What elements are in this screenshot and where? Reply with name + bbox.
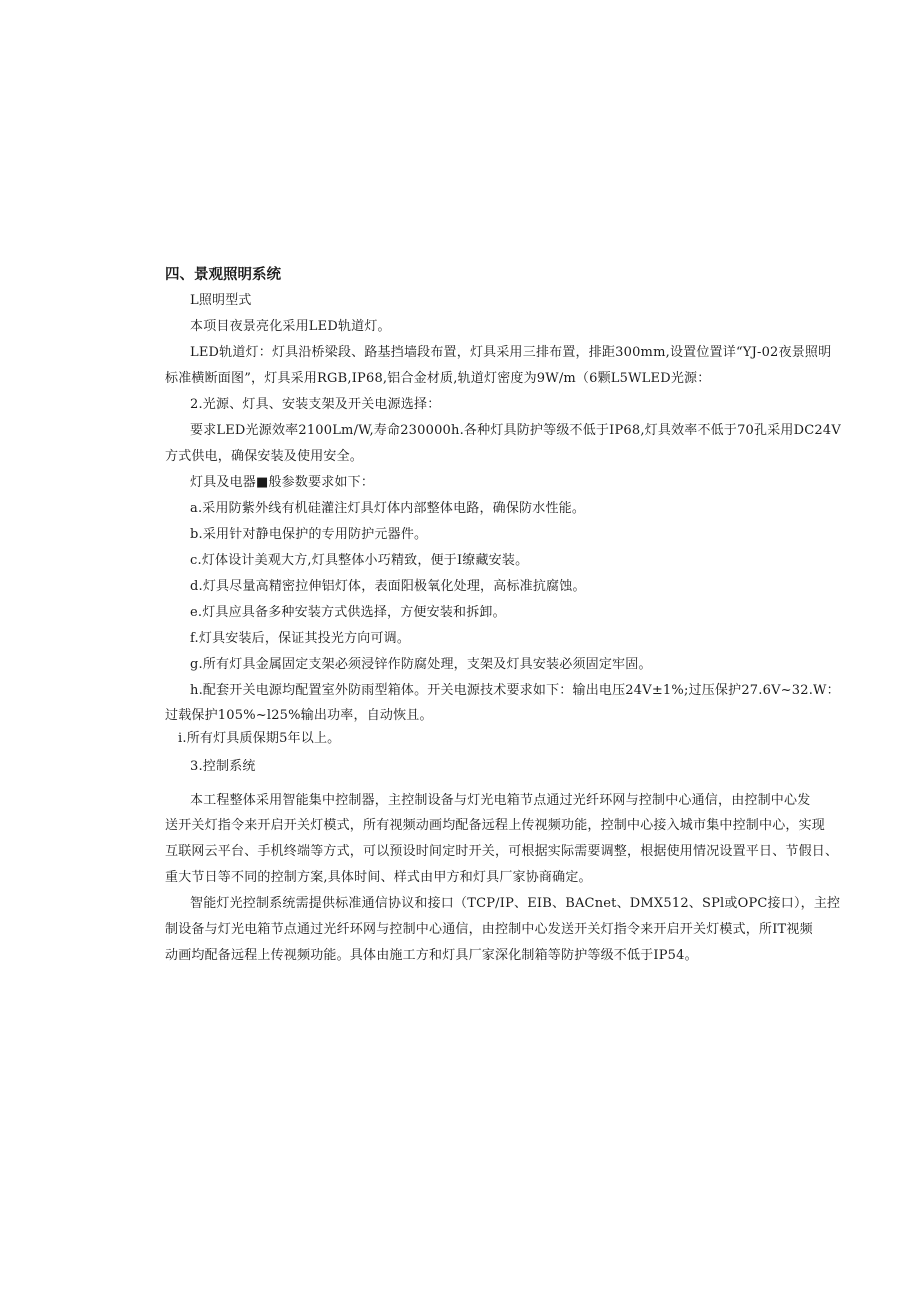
list-item: e.灯具应具备多种安装方式供选择，方便安装和拆卸。: [190, 605, 506, 620]
list-item: g.所有灯具金属固定支架必须浸锌作防腐处理，支架及灯具安装必须固定牢固。: [190, 657, 652, 672]
paragraph-line: 要求LED光源效率2100Lm/W,寿命230000h.各种灯具防护等级不低于IP68,灯具效率不低于70孔采用DC24V: [190, 423, 841, 438]
paragraph-line: 标准横断面图”，灯具采用RGB,IP68,铝合金材质,轨道灯密度为9W/m（6颗L5WLED光源：: [165, 371, 711, 386]
list-item: f.灯具安装后，保证其投光方向可调。: [190, 631, 411, 646]
list-item: c.灯体设计美观大方,灯具整体小巧精致，便于I缭藏安装。: [190, 553, 529, 568]
paragraph-line: LED轨道灯：灯具沿桥梁段、路基挡墙段布置，灯具采用三排布置，排距300mm,设置位置详“YJ-02夜景照明: [190, 345, 832, 360]
list-item: b.采用针对静电保护的专用防护元器件。: [190, 527, 428, 542]
paragraph-line: 本工程整体采用智能集中控制器，主控制设备与灯光电箱节点通过光纤环网与控制中心通信，由控制中心发: [190, 793, 811, 808]
paragraph-line: 2.光源、灯具、安装支架及开关电源选择：: [190, 397, 441, 412]
paragraph-line: 重大节日等不同的控制方案,具体时间、样式由甲方和灯具厂家协商确定。: [165, 870, 592, 885]
paragraph-line: 互联网云平台、手机终端等方式，可以预设时间定时开关，可根据实际需要调整，根据使用情况设置平日、节假日、: [165, 844, 839, 859]
paragraph-line: 灯具及电器■般参数要求如下：: [190, 475, 375, 490]
list-item: i.所有灯具质保期5年以上。: [178, 731, 341, 746]
paragraph-line: 送开关灯指令来开启开关灯模式，所有视频动画均配备远程上传视频功能，控制中心接入城市集中控制中心，实现: [165, 818, 826, 833]
list-item: d.灯具尽量高精密拉伸铝灯体，表面阳极氧化处理，高标准抗腐蚀。: [190, 579, 586, 594]
paragraph-line: 本项目夜景亮化采用LED轨道灯。: [190, 319, 391, 334]
list-item: a.采用防紫外线有机硅灌注灯具灯体内部整体电路，确保防水性能。: [190, 501, 586, 516]
paragraph-line: 制设备与灯光电箱节点通过光纤环网与控制中心通信，由控制中心发送开关灯指令来开启开关灯模式，所IT视频: [165, 922, 813, 937]
paragraph-line: L照明型式: [190, 293, 252, 308]
subsection-heading: 3.控制系统: [190, 759, 256, 774]
list-item: 过载保护105%~l25%输出功率，自动恢且。: [165, 708, 433, 723]
list-item: h.配套开关电源均配置室外防雨型箱体。开关电源技术要求如下：输出电压24V±1%;过压保护27.6V~32.W：: [190, 683, 840, 698]
paragraph-line: 智能灯光控制系统需提供标准通信协议和接口（TCP/IP、EIB、BACnet、DMX512、SPl或OPC接口），主控: [190, 896, 841, 911]
section-heading: 四、景观照明系统: [165, 267, 281, 283]
paragraph-line: 方式供电，确保安装及使用安全。: [165, 449, 364, 464]
paragraph-line: 动画均配备远程上传视频功能。具体由施工方和灯具厂家深化制箱等防护等级不低于IP54。: [165, 948, 698, 963]
